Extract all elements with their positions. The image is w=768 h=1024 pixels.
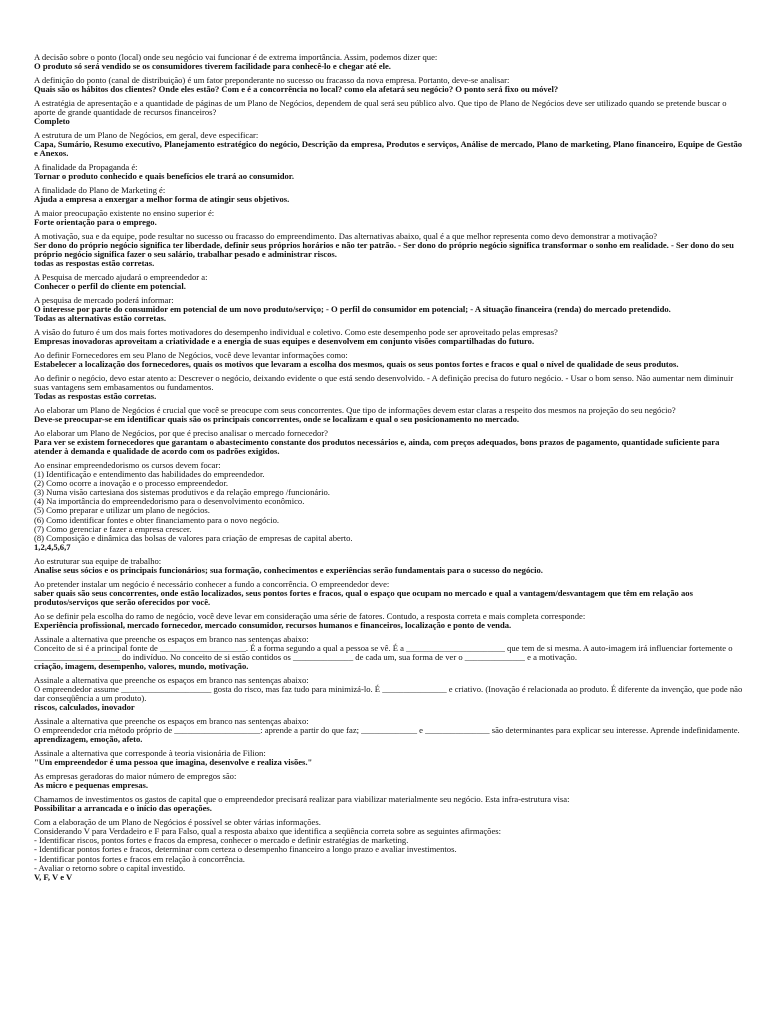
question-text: A finalidade do Plano de Marketing é: [34,184,166,195]
question-text: A maior preocupação existente no ensino superior é: [34,207,215,218]
answer-text: Forte orientação para o emprego. [34,216,157,227]
question-text: A decisão sobre o ponto (local) onde seu negócio vai funcionar é de extrema importância. Assim, podemos dizer que: [34,52,438,62]
answer-text: Estabelecer a localização dos fornecedores, quais os motivos que levaram a escolha dos mesmos, quais os seus pontos fortes e fracos e qual o nível de qualidade de seus produtos. [34,358,679,369]
qa-item-13 [34,374,744,401]
question-text: Ao pretender instalar um negócio é necessário conhecer a fundo a concorrência. O empreendedor deve: [34,578,390,589]
answer-text: Empresas inovadoras aproveitam a criatividade e a energia de suas equipes e desenvolvem em conjunto visões compartilhadas do futuro. [34,336,535,346]
option-line: (2) Como ocorre a inovação e o processo empreendedor. [34,478,229,488]
option-line: (7) Como gerenciar e fazer a empresa crescer. [34,523,192,534]
question-text: Ao ensinar empreendedorismo os cursos devem focar: [34,459,221,470]
question-text-2: O empreendedor cria método próprio de ____________________: aprende a partir do que faz; _____________ e _______________ são determinantes para explicar seu interesse. Aprende indefinidamente. [34,725,740,736]
question-text: Assinale a alternativa que corresponde à teoria visionária de Filion: [34,748,266,759]
qa-item-20 [34,635,744,672]
question-text: A definição do ponto (canal de distribuição) é um fator preponderante no sucesso ou fracasso da nova empresa. Portanto, deve-se analisar: [34,74,510,85]
option-line: (6) Como identificar fontes e obter financiamento para o novo negócio. [34,514,280,525]
question-text: A motivação, sua e da equipe, pode resultar no sucesso ou fracasso do empreendimento. Das alternativas abaixo, qual é a que melhor representa como devo demonstrar a motivação? [34,230,658,241]
qa-item-14 [34,406,744,424]
option-line: (1) Identificação e entendimento das habilidades do empreendedor. [34,468,265,479]
option-line: (3) Numa visão cartesiana dos sistemas produtivos e da relação emprego /funcionário. [34,487,330,498]
question-text: Ao elaborar um Plano de Negócios é crucial que você se preocupe com seus concorrentes. Que tipo de informações devem estar claras a respeito dos mesmos na projeção do seu negócio? [34,404,676,415]
qa-item-6 [34,186,744,204]
answer-text: Ajuda a empresa a enxergar a melhor forma de atingir seus objetivos. [34,194,290,204]
question-text: Assinale a alternativa que preenche os espaços em branco nas sentenças abaixo: [34,716,309,727]
answer-text: "Um empreendedor é uma pessoa que imagina, desenvolve e realiza visões." [34,757,313,768]
question-text-2: Conceito de si é a principal fonte de ____________________. É a forma segundo a qual a pessoa se vê. É a _______________________ que tem de si mesma. A auto-imagem irá influenciar fortemente o ____________________ do indivíduo. No conceito de si estão contidos os ______________ de cada um, sua forma de ver o ______________ e a motivação. [34,642,733,663]
answer-text: riscos, calculados, inovador [34,702,135,713]
option-line: (4) Na importância do empreendedorismo para o desenvolvimento econômico. [34,496,305,507]
qa-item-15 [34,429,744,456]
qa-item-17 [34,557,744,575]
qa-item-8 [34,232,744,269]
qa-item-16 [34,461,744,553]
qa-item-24 [34,772,744,790]
question-text: Chamamos de investimentos os gastos de capital que o empreendedor precisará realizar para viabilizar materialmente seu negócio. Esta infra-estrutura visa: [34,794,570,805]
option-line: - Identificar pontos fortes e fracos em relação à concorrência. [34,853,245,864]
question-text: A finalidade da Propaganda é: [34,161,138,172]
qa-item-18 [34,580,744,607]
answer-text: Deve-se preocupar-se em identificar quais são os principais concorrentes, onde se localizam e qual o seu posicionamento no mercado. [34,413,520,424]
question-text: A estratégia de apresentação e a quantidade de páginas de um Plano de Negócios, dependem de qual será seu público alvo. Que tipo de Plano de Negócios deve ser utilizado quando se pretende buscar o aporte de grande quantidade de recursos financeiros? [34,97,727,117]
answer-text: Todas as respostas estão corretas. [34,390,157,401]
question-text: Ao se definir pela escolha do ramo de negócio, você deve levar em consideração uma série de fatores. Contudo, a resposta correta e mais completa corresponde: [34,610,586,621]
question-text: A Pesquisa de mercado ajudará o empreendedor a: [34,271,208,282]
option-line: - Identificar riscos, pontos fortes e fracos da empresa, conhecer o mercado e definir estratégias de marketing. [34,835,409,846]
answer-text: As micro e pequenas empresas. [34,780,149,791]
question-text: Ao estruturar sua equipe de trabalho: [34,555,162,566]
answer-text: Conhecer o perfil do cliente em potencial. [34,281,186,292]
qa-item-21 [34,676,744,713]
question-text-2: O empreendedor assume _____________________ gosta do risco, mas faz tudo para minimizá-lo. É _______________ e criativo. (Inovação é relacionada ao produto. É diferente da invenção, que pode não dar conseqüência a um produto). [34,684,743,704]
qa-item-10 [34,296,744,323]
qa-item-7 [34,209,744,227]
question-text: Ao definir Fornecedores em seu Plano de Negócios, você deve levantar informações como: [34,349,348,360]
answer-text: Analise seus sócios e os principais funcionários; sua formação, conhecimentos e experiências serão fundamentais para o sucesso do negócio. [34,565,543,575]
qa-item-4 [34,131,744,158]
answer-text: Quais são os hábitos dos clientes? Onde eles estão? Com e é a concorrência no local? como ela afetará seu negócio? O ponto será fixo ou móvel? [34,84,559,95]
answer-text: Possibilitar a arrancada e o início das operações. [34,803,212,814]
question-text: A estrutura de um Plano de Negócios, em geral, deve especificar: [34,129,259,140]
answer-text: V, F, V e V [34,871,73,882]
question-text: Assinale a alternativa que preenche os espaços em branco nas sentenças abaixo: [34,674,309,685]
qa-item-5 [34,163,744,181]
question-text: Assinale a alternativa que preenche os espaços em branco nas sentenças abaixo: [34,633,309,644]
option-line: - Avaliar o retorno sobre o capital investido. [34,862,186,873]
question-text: A pesquisa de mercado poderá informar: [34,294,174,305]
qa-item-9 [34,273,744,291]
answer-text: O produto só será vendido se os consumidores tiverem facilidade para conhecê-lo e chegar até ele. [34,61,391,72]
qa-item-11 [34,328,744,346]
qa-item-1 [34,53,744,71]
question-text: Com a elaboração de um Plano de Negócios é possível se obter várias informações. [34,816,321,827]
option-line: - Identificar pontos fortes e fracos, determinar com certeza o desempenho financeiro a longo prazo e avaliar investimentos. [34,844,457,855]
qa-item-2 [34,76,744,94]
answer-text: aprendizagem, emoção, afeto. [34,734,143,745]
answer-text-2: Todas as alternativas estão corretas. [34,313,166,324]
question-text: Ao elaborar um Plano de Negócios, por que é preciso analisar o mercado fornecedor? [34,427,328,438]
qa-item-3 [34,99,744,126]
answer-text: Capa, Sumário, Resumo executivo, Planejamento estratégico do negócio, Descrição da empresa, Produtos e serviços, Análise de mercado, Plano de marketing, Plano financeiro, Equipe de Gestão e Anexos. [34,139,743,159]
option-line: (5) Como preparar e utilizar um plano de negócios. [34,505,210,516]
question-text: A visão do futuro é um dos mais fortes motivadores do desempenho individual e coletivo. Como este desempenho pode ser aproveitado pelas empresas? [34,326,558,337]
answer-text: Completo [34,116,70,127]
qa-item-12 [34,351,744,369]
qa-item-25 [34,795,744,813]
qa-item-22 [34,717,744,744]
answer-text: criação, imagem, desempenho, valores, mundo, motivação. [34,661,249,672]
question-text: As empresas geradoras do maior número de empregos são: [34,771,237,782]
answer-text: saber quais são seus concorrentes, onde estão localizados, seus pontos fortes e fracos, qual o espaço que ocupam no mercado e qual a vantagem/desvantagem que têm em relação aos produtos/serviços que serão oferecidos por você. [34,587,693,608]
answer-text: Ser dono do próprio negócio significa ter liberdade, definir seus próprios horários e não ter patrão. - Ser dono do próprio negócio significa transformar o sonho em realidade. - Ser dono do seu próprio negócio significa fazer o seu salário, trabalhar pesado e administrar riscos. [34,239,734,259]
qa-item-19 [34,612,744,630]
question-text: Ao definir o negócio, devo estar atento a: Descrever o negócio, deixando evidente o que está sendo desenvolvido. - A definição precisa do futuro negócio. - Usar o bom senso. Não aumentar nem diminuir suas vantagens sem embasamentos ou fundamentos. [34,372,734,392]
qa-item-26 [34,818,744,882]
answer-text: O interesse por parte do consumidor em potencial de um novo produto/serviço; - O perfil do consumidor em potencial; - A situação financeira (renda) do mercado pretendido. [34,303,671,314]
answer-text: Experiência profissional, mercado fornecedor, mercado consumidor, recursos humanos e financeiros, localização e ponto de venda. [34,619,512,630]
answer-text: Tornar o produto conhecido e quais benefícios ele trará ao consumidor. [34,171,294,182]
answer-text: 1,2,4,5,6,7 [34,542,71,553]
answer-text-2: todas as respostas estão corretas. [34,258,155,269]
answer-text: Para ver se existem fornecedores que garantam o abastecimento constante dos produtos necessários e, ainda, com preços adequados, bons prazos de pagamento, quantidade suficiente para atender à demanda e qualidade de acordo com os padrões exigidos. [34,436,720,456]
qa-item-23 [34,749,744,767]
option-line: (8) Composição e dinâmica das bolsas de valores para criação de empresas de capital aberto. [34,532,353,543]
question-text-2: Considerando V para Verdadeiro e F para Falso, qual a resposta abaixo que identifica a seqüência correta sobre as seguintes afirmações: [34,826,501,837]
